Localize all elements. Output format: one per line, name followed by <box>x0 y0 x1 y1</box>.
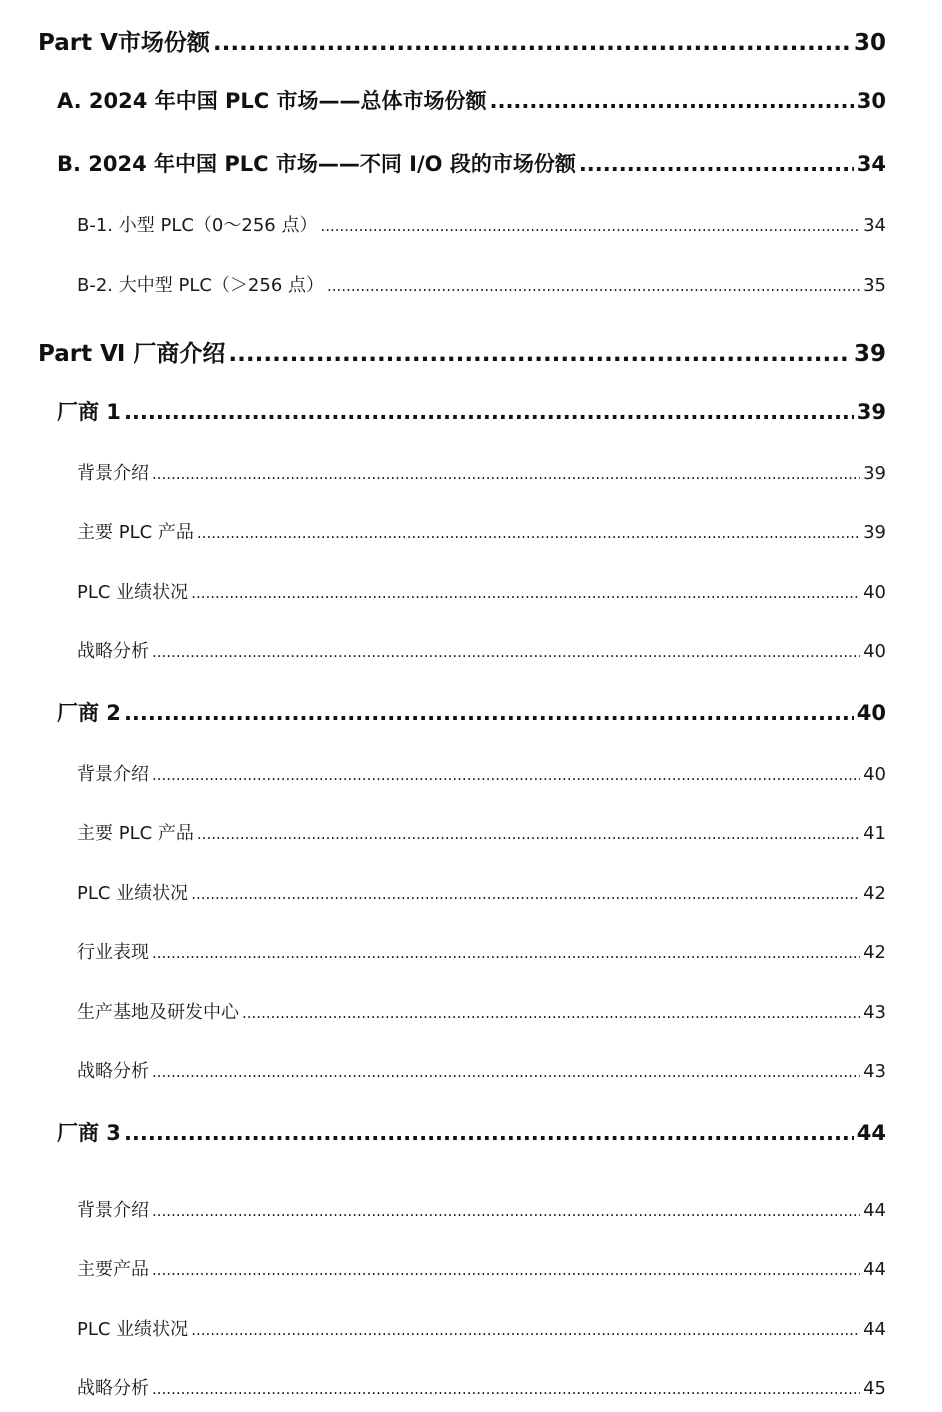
toc-entry-v1-performance[interactable] <box>77 578 886 604</box>
toc-entry-vendor-3[interactable] <box>57 1117 886 1147</box>
toc-dot-leader <box>191 885 860 903</box>
toc-dot-leader <box>197 825 860 843</box>
toc-dot-leader <box>152 1202 860 1220</box>
toc-entry-page: 42 <box>863 942 886 963</box>
toc-entry-v2-background[interactable] <box>77 760 886 786</box>
toc-dot-leader <box>197 524 860 542</box>
toc-entry-v1-background[interactable] <box>77 459 886 485</box>
toc-dot-leader <box>152 944 860 962</box>
toc-entry-page: 34 <box>863 215 886 236</box>
toc-entry-page: 43 <box>863 1002 886 1023</box>
toc-entry-title: PLC 业绩状况 <box>77 1319 189 1340</box>
toc-entry-page: 39 <box>863 522 886 543</box>
toc-dot-leader <box>213 30 851 56</box>
toc-entry-part-v[interactable] <box>38 24 886 57</box>
toc-entry-part-vi[interactable] <box>38 335 886 368</box>
toc-entry-title: 战略分析 <box>77 1378 149 1399</box>
toc-dot-leader <box>191 584 860 602</box>
toc-entry-page: 44 <box>863 1319 886 1340</box>
toc-entry-title: 主要 PLC 产品 <box>77 823 194 844</box>
toc-entry-page: 40 <box>863 764 886 785</box>
toc-entry-page: 40 <box>863 582 886 603</box>
toc-dot-leader <box>579 152 854 176</box>
toc-entry-title: 战略分析 <box>77 1061 149 1082</box>
toc-entry-page: 39 <box>863 463 886 484</box>
toc-entry-title: 厂商 1 <box>57 400 121 424</box>
toc-entry-title: 战略分析 <box>77 641 149 662</box>
toc-dot-leader <box>152 1261 860 1279</box>
toc-entry-v3-strategy[interactable] <box>77 1374 886 1400</box>
toc-entry-v2-industry[interactable] <box>77 938 886 964</box>
toc-entry-page: 39 <box>856 400 886 424</box>
toc-entry-title: 主要产品 <box>77 1259 149 1280</box>
toc-entry-vendor-2[interactable] <box>57 697 886 727</box>
toc-entry-page: 39 <box>853 341 886 367</box>
toc-entry-title: B-2. 大中型 PLC（＞256 点） <box>77 275 324 296</box>
toc-dot-leader <box>152 1063 860 1081</box>
toc-entry-title: 厂商 3 <box>57 1121 121 1145</box>
toc-entry-page: 44 <box>856 1121 886 1145</box>
toc-dot-leader <box>124 701 854 725</box>
toc-dot-leader <box>320 217 860 235</box>
toc-dot-leader <box>228 341 851 367</box>
toc-dot-leader <box>124 1121 854 1145</box>
toc-entry-page: 30 <box>856 89 886 113</box>
toc-entry-title: 背景介绍 <box>77 764 149 785</box>
toc-entry-v3-background[interactable] <box>77 1196 886 1222</box>
toc-entry-title: B-1. 小型 PLC（0～256 点） <box>77 215 318 236</box>
toc-entry-v3-products[interactable] <box>77 1255 886 1281</box>
toc-dot-leader <box>152 465 860 483</box>
toc-entry-page: 43 <box>863 1061 886 1082</box>
toc-entry-title: PLC 业绩状况 <box>77 883 189 904</box>
toc-entry-section-b[interactable] <box>57 148 886 178</box>
toc-entry-v1-strategy[interactable] <box>77 637 886 663</box>
toc-entry-page: 30 <box>853 30 886 56</box>
toc-entry-title: 厂商 2 <box>57 701 121 725</box>
toc-entry-vendor-1[interactable] <box>57 396 886 426</box>
toc-entry-v2-strategy[interactable] <box>77 1057 886 1083</box>
toc-dot-leader <box>152 643 860 661</box>
toc-dot-leader <box>152 1380 860 1398</box>
toc-entry-title: A. 2024 年中国 PLC 市场——总体市场份额 <box>57 89 487 113</box>
toc-dot-leader <box>191 1321 860 1339</box>
toc-entry-page: 41 <box>863 823 886 844</box>
toc-dot-leader <box>152 766 860 784</box>
toc-entry-page: 44 <box>863 1200 886 1221</box>
toc-entry-title: 背景介绍 <box>77 463 149 484</box>
toc-dot-leader <box>242 1004 860 1022</box>
toc-entry-title: Part Ⅴ市场份额 <box>38 30 210 56</box>
toc-entry-page: 44 <box>863 1259 886 1280</box>
toc-entry-v2-production[interactable] <box>77 998 886 1024</box>
toc-entry-title: B. 2024 年中国 PLC 市场——不同 I/O 段的市场份额 <box>57 152 576 176</box>
toc-entry-title: 生产基地及研发中心 <box>77 1002 239 1023</box>
toc-entry-title: 行业表现 <box>77 942 149 963</box>
toc-entry-b2[interactable] <box>77 271 886 297</box>
toc-entry-v2-products[interactable] <box>77 819 886 845</box>
toc-entry-title: PLC 业绩状况 <box>77 582 189 603</box>
toc-entry-v1-products[interactable] <box>77 518 886 544</box>
toc-entry-title: 主要 PLC 产品 <box>77 522 194 543</box>
toc-dot-leader <box>124 400 854 424</box>
toc-entry-page: 40 <box>856 701 886 725</box>
toc-entry-b1[interactable] <box>77 211 886 237</box>
toc-entry-page: 42 <box>863 883 886 904</box>
toc-entry-title: Part Ⅵ 厂商介绍 <box>38 341 226 367</box>
toc-entry-v2-performance[interactable] <box>77 879 886 905</box>
toc-entry-page: 45 <box>863 1378 886 1399</box>
toc-dot-leader <box>327 277 860 295</box>
toc-entry-page: 34 <box>856 152 886 176</box>
toc-entry-section-a[interactable] <box>57 85 886 115</box>
toc-entry-v3-performance[interactable] <box>77 1315 886 1341</box>
toc-entry-page: 35 <box>863 275 886 296</box>
toc-dot-leader <box>490 89 854 113</box>
toc-entry-title: 背景介绍 <box>77 1200 149 1221</box>
toc-entry-page: 40 <box>863 641 886 662</box>
